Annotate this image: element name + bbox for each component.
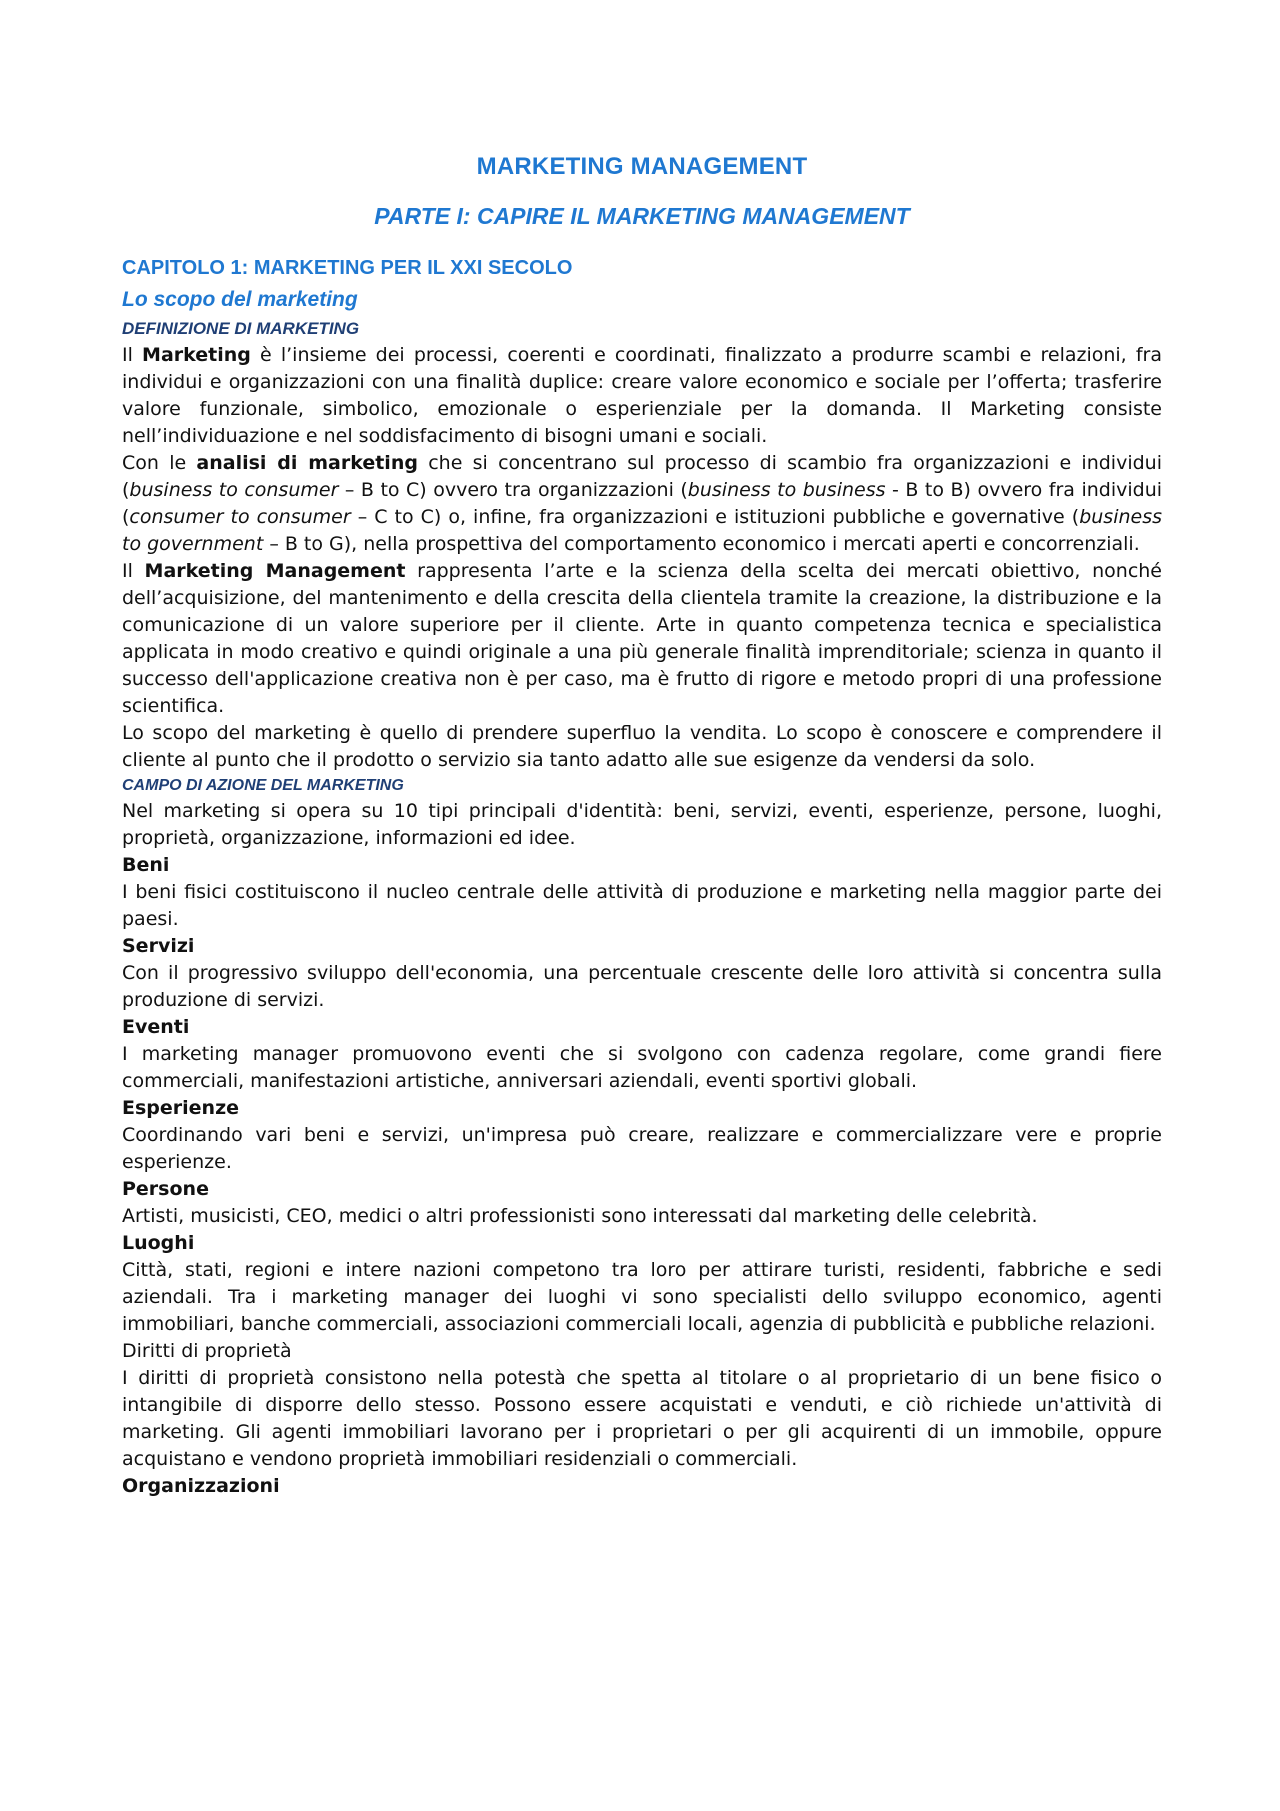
chapter-title: CAPITOLO 1: MARKETING PER IL XXI SECOLO (122, 257, 573, 279)
item-heading: Persone (122, 1178, 209, 1200)
identity-item (122, 1014, 1162, 1095)
paragraph-analysis: Con le analisi di marketing che si concentrano sul processo di scambio fra organizzazioni e individui (business to consumer – B to C) ovvero tra organizzazioni (business to business - B to B) ovvero fra individui (consumer to consumer – C to C) o, infine, fra organizzazioni e istituzioni pubbliche e governative (business to government – B to G), nella prospettiva del comportamento economico i mercati aperti e concorrenziali. (122, 452, 1163, 555)
item-text: Città, stati, regioni e intere nazioni competono tra loro per attirare turisti, residenti, fabbriche e sedi aziendali. Tra i marketing manager dei luoghi vi sono specialisti dello sviluppo economico, agenti immobiliari, banche commerciali, associazioni commerciali locali, agenzia di pubblicità e pubbliche relazioni. (122, 1259, 1162, 1335)
item-heading-organizations: Organizzazioni (122, 1475, 280, 1497)
item-text: I beni fisici costituiscono il nucleo centrale delle attività di produzione e marketing nella maggior parte dei paesi. (122, 881, 1162, 930)
item-heading: Beni (122, 854, 170, 876)
item-text: I diritti di proprietà consistono nella potestà che spetta al titolare o al proprietario di un bene fisico o intangibile di disporre dello stesso. Possono essere acquistati e venduti, e ciò richiede un'attività di marketing. Gli agenti immobiliari lavorano per i proprietari o per gli acquirenti di un immobile, oppure acquistano e vendono proprietà immobiliari residenziali o commerciali. (122, 1367, 1162, 1470)
identity-item-property (122, 1338, 1162, 1473)
section-title: Lo scopo del marketing (122, 288, 358, 311)
item-text: Coordinando vari beni e servizi, un'impresa può creare, realizzare e commercializzare vere e proprie esperienze. (122, 1124, 1162, 1173)
item-heading: Servizi (122, 935, 195, 957)
document-page (122, 150, 1162, 1500)
paragraph-scope: Lo scopo del marketing è quello di prendere superfluo la vendita. Lo scopo è conoscere e comprendere il cliente al punto che il prodotto o servizio sia tanto adatto alle sue esigenze da vendersi da solo. (122, 722, 1162, 771)
part-title: PARTE I: CAPIRE IL MARKETING MANAGEMENT (374, 203, 910, 229)
item-heading: Luoghi (122, 1232, 195, 1254)
item-text: Con il progressivo sviluppo dell'economia, una percentuale crescente delle loro attività si concentra sulla produzione di servizi. (122, 962, 1162, 1011)
subsection-scope-title: CAMPO DI AZIONE DEL MARKETING (122, 777, 404, 794)
item-heading: Esperienze (122, 1097, 240, 1119)
subsection-definition-title: DEFINIZIONE DI MARKETING (122, 319, 360, 338)
identity-item (122, 933, 1162, 1014)
identity-item (122, 1095, 1162, 1176)
item-text: Artisti, musicisti, CEO, medici o altri professionisti sono interessati dal marketing delle celebrità. (122, 1205, 1038, 1227)
paragraph-definition: Il Marketing è l’insieme dei processi, coerenti e coordinati, finalizzato a produrre scambi e relazioni, fra individui e organizzazioni con una finalità duplice: creare valore economico e sociale per l’offerta; trasferire valore funzionale, simbolico, emozionale o esperienziale per la domanda. Il Marketing consiste nell’individuazione e nel soddisfacimento di bisogni umani e sociali. (122, 344, 1163, 447)
item-text: I marketing manager promuovono eventi che si svolgono con cadenza regolare, come grandi fiere commerciali, manifestazioni artistiche, anniversari aziendali, eventi sportivi globali. (122, 1043, 1162, 1092)
item-heading: Diritti di proprietà (122, 1340, 292, 1362)
identity-item (122, 852, 1162, 933)
paragraph-management: Il Marketing Management rappresenta l’arte e la scienza della scelta dei mercati obiettivo, nonché dell’acquisizione, del mantenimento e della crescita della clientela tramite la creazione, la distribuzione e la comunicazione di un valore superiore per il cliente. Arte in quanto competenza tecnica e specialistica applicata in modo creativo e quindi originale a una più generale finalità imprenditoriale; scienza in quanto il successo dell'applicazione creativa non è per caso, ma è frutto di rigore e metodo propri di una professione scientifica. (122, 560, 1162, 717)
identity-item (122, 1176, 1162, 1230)
document-title: MARKETING MANAGEMENT (476, 153, 808, 180)
paragraph-identities: Nel marketing si opera su 10 tipi principali d'identità: beni, servizi, eventi, esperienze, persone, luoghi, proprietà, organizzazione, informazioni ed idee. (122, 800, 1162, 849)
identity-item (122, 1230, 1162, 1338)
item-heading: Eventi (122, 1016, 190, 1038)
